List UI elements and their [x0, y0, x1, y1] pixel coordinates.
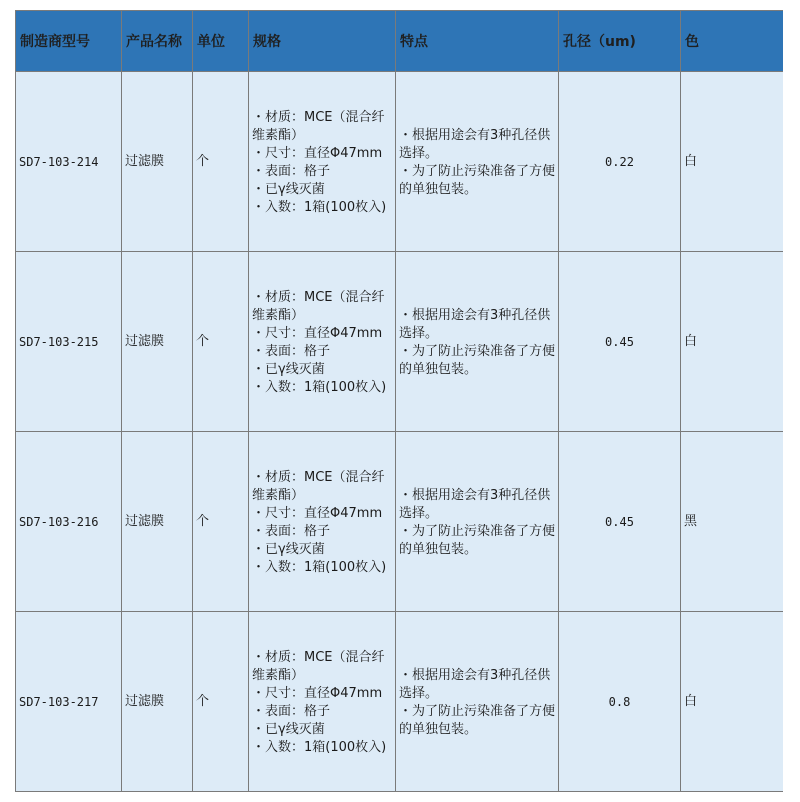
cell-color: 白: [681, 72, 784, 252]
feature-packaging: ・为了防止污染准备了方便的单独包装。: [399, 523, 556, 557]
cell-spec: [249, 252, 396, 432]
header-unit: 单位: [193, 11, 249, 72]
cell-model: SD7-103-216: [16, 432, 122, 612]
table-row: [16, 612, 784, 792]
spec-sterilized: ・已γ线灭菌: [252, 721, 325, 737]
spec-quantity: ・入数：1箱(100枚入): [252, 559, 387, 575]
cell-features: [396, 432, 559, 612]
cell-spec: [249, 612, 396, 792]
cell-model: SD7-103-215: [16, 252, 122, 432]
cell-pore: 0.45: [559, 432, 681, 612]
product-table: [15, 10, 783, 792]
cell-color: 白: [681, 612, 784, 792]
cell-name: 过滤膜: [122, 432, 193, 612]
spec-surface: ・表面：格子: [252, 703, 331, 719]
spec-size: ・尺寸：直径Φ47mm: [252, 145, 383, 161]
spec-surface: ・表面：格子: [252, 163, 331, 179]
spec-surface: ・表面：格子: [252, 523, 331, 539]
product-spec-sheet: [15, 10, 783, 792]
feature-packaging: ・为了防止污染准备了方便的单独包装。: [399, 163, 556, 197]
feature-pore-options: ・根据用途会有3种孔径供选择。: [399, 307, 551, 341]
spec-sterilized: ・已γ线灭菌: [252, 361, 325, 377]
table-row: [16, 252, 784, 432]
header-pore: 孔径（um): [559, 11, 681, 72]
spec-size: ・尺寸：直径Φ47mm: [252, 685, 383, 701]
spec-sterilized: ・已γ线灭菌: [252, 541, 325, 557]
header-spec: 规格: [249, 11, 396, 72]
header-color: 色: [681, 11, 784, 72]
cell-name: 过滤膜: [122, 72, 193, 252]
cell-pore: 0.8: [559, 612, 681, 792]
cell-color: 白: [681, 252, 784, 432]
cell-features: [396, 252, 559, 432]
cell-features: [396, 72, 559, 252]
cell-model: SD7-103-217: [16, 612, 122, 792]
cell-name: 过滤膜: [122, 612, 193, 792]
cell-spec: [249, 432, 396, 612]
spec-surface: ・表面：格子: [252, 343, 331, 359]
spec-material: ・材质：MCE（混合纤维素酯）: [252, 289, 385, 323]
cell-color: 黑: [681, 432, 784, 612]
spec-size: ・尺寸：直径Φ47mm: [252, 505, 383, 521]
feature-pore-options: ・根据用途会有3种孔径供选择。: [399, 487, 551, 521]
cell-unit: 个: [193, 252, 249, 432]
table-row: [16, 72, 784, 252]
feature-packaging: ・为了防止污染准备了方便的单独包装。: [399, 343, 556, 377]
header-features: 特点: [396, 11, 559, 72]
feature-pore-options: ・根据用途会有3种孔径供选择。: [399, 127, 551, 161]
spec-quantity: ・入数：1箱(100枚入): [252, 199, 387, 215]
header-model: 制造商型号: [16, 11, 122, 72]
cell-pore: 0.45: [559, 252, 681, 432]
cell-spec: [249, 72, 396, 252]
cell-features: [396, 612, 559, 792]
spec-material: ・材质：MCE（混合纤维素酯）: [252, 109, 385, 143]
feature-packaging: ・为了防止污染准备了方便的单独包装。: [399, 703, 556, 737]
spec-quantity: ・入数：1箱(100枚入): [252, 739, 387, 755]
spec-sterilized: ・已γ线灭菌: [252, 181, 325, 197]
header-row: [16, 11, 784, 72]
cell-unit: 个: [193, 612, 249, 792]
spec-size: ・尺寸：直径Φ47mm: [252, 325, 383, 341]
spec-quantity: ・入数：1箱(100枚入): [252, 379, 387, 395]
table-row: [16, 432, 784, 612]
header-name: 产品名称: [122, 11, 193, 72]
cell-pore: 0.22: [559, 72, 681, 252]
cell-model: SD7-103-214: [16, 72, 122, 252]
spec-material: ・材质：MCE（混合纤维素酯）: [252, 649, 385, 683]
cell-unit: 个: [193, 432, 249, 612]
cell-unit: 个: [193, 72, 249, 252]
spec-material: ・材质：MCE（混合纤维素酯）: [252, 469, 385, 503]
cell-name: 过滤膜: [122, 252, 193, 432]
feature-pore-options: ・根据用途会有3种孔径供选择。: [399, 667, 551, 701]
